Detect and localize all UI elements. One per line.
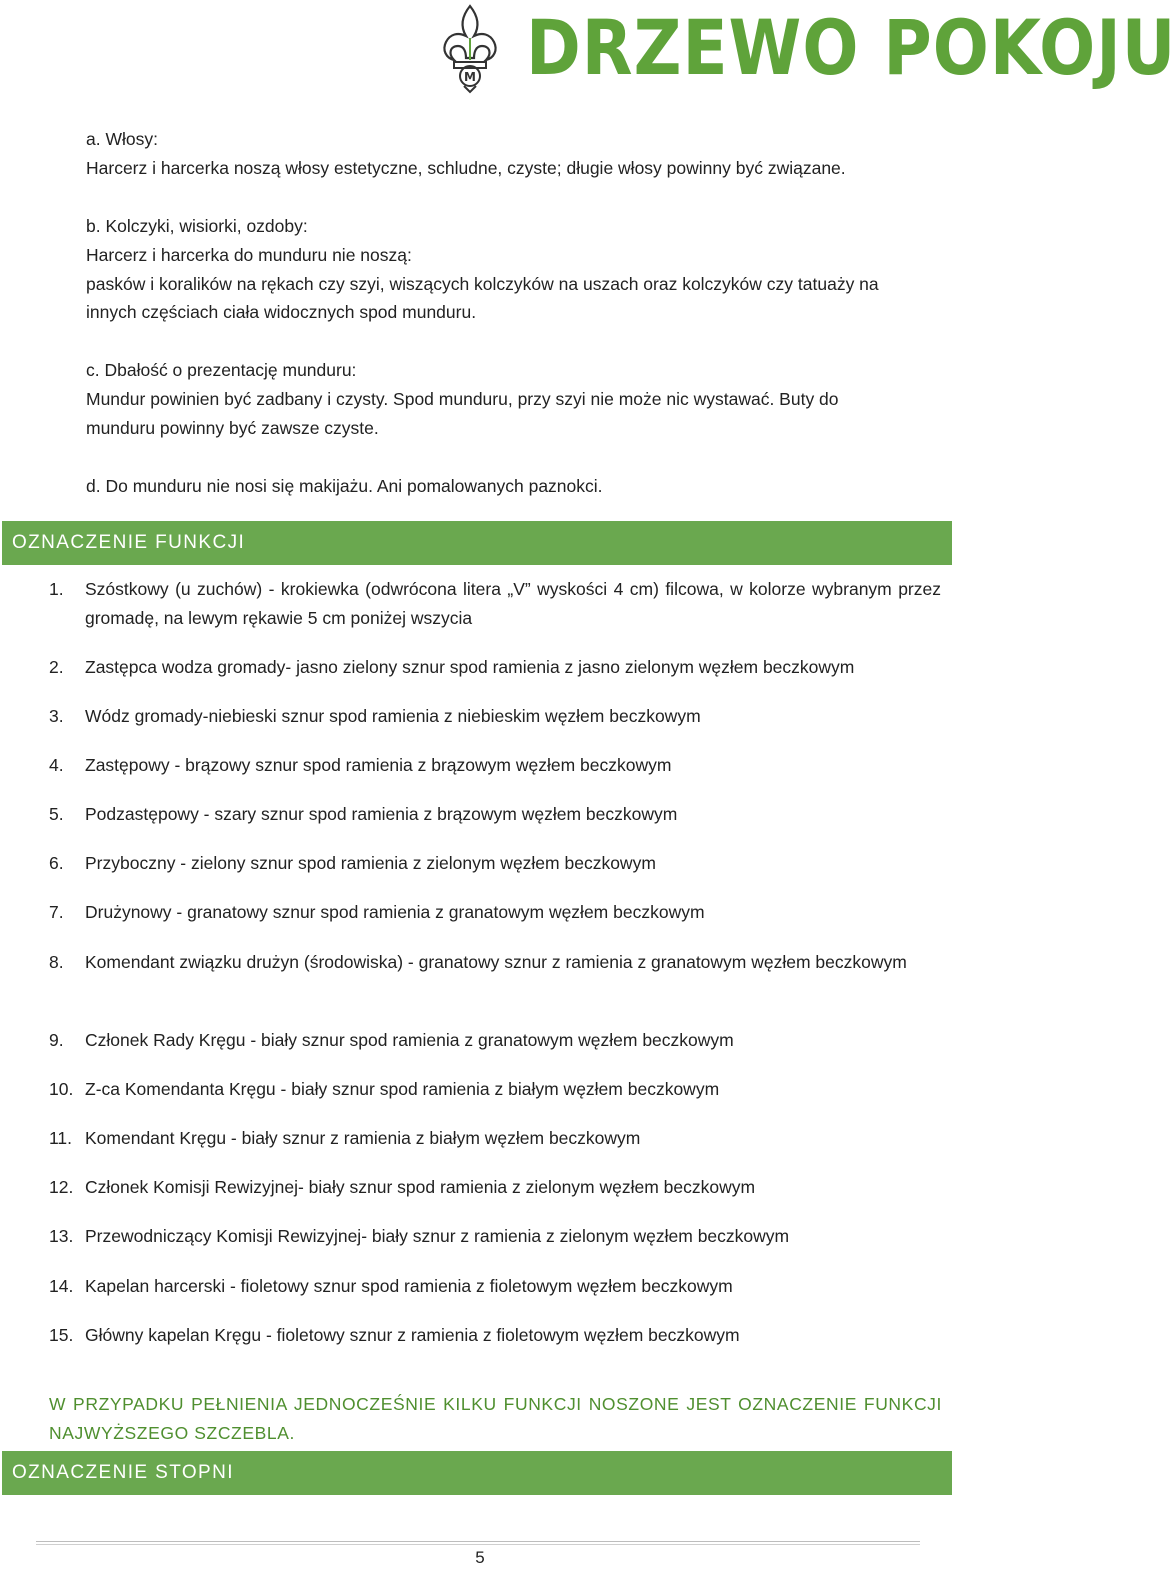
header-logo	[436, 2, 1176, 94]
section-a-body: Harcerz i harcerka noszą włosy estetyczne, schludne, czyste; długie włosy powinny być związane.	[86, 158, 846, 178]
list-item-text: Kapelan harcerski - fioletowy sznur spod ramienia z fioletowym węzłem beczkowym	[85, 1276, 733, 1296]
section-c-line2: munduru powinny być zawsze czyste.	[86, 418, 379, 438]
page-number: 5	[475, 1548, 485, 1567]
list-item-number: 11.	[49, 1128, 73, 1148]
list-item-number: 14.	[49, 1276, 74, 1296]
list-item-text: Członek Rady Kręgu - biały sznur spod ramienia z granatowym węzłem beczkowym	[85, 1030, 734, 1050]
list-item-number: 15.	[49, 1325, 74, 1345]
section-c-line1: Mundur powinien być zadbany i czysty. Spod munduru, przy szyi nie może nic wystawać. Buty do	[86, 389, 839, 409]
section-b-line1: Harcerz i harcerka do munduru nie noszą:	[86, 245, 412, 265]
list-item-number: 5.	[49, 804, 64, 824]
list-item-text: Główny kapelan Kręgu - fioletowy sznur z ramienia z fioletowym węzłem beczkowym	[85, 1325, 740, 1345]
list-item-text: Wódz gromady-niebieski sznur spod ramienia z niebieskim węzłem beczkowym	[85, 706, 701, 726]
list-item-text: Z-ca Komendanta Kręgu - biały sznur spod ramienia z białym węzłem beczkowym	[85, 1079, 720, 1099]
list-item-text: Członek Komisji Rewizyjnej- biały sznur spod ramienia z zielonym węzłem beczkowym	[85, 1177, 756, 1197]
section-b-line3: innych częściach ciała widocznych spod munduru.	[86, 302, 477, 322]
logo-wordmark: DRZEWO POKOJU	[526, 4, 1176, 93]
list-item-text: Komendant związku drużyn (środowiska) - granatowy sznur z ramienia z granatowym węzłem beczkowym	[85, 952, 907, 972]
list-item-number: 6.	[49, 853, 64, 873]
list-item-text: Przyboczny - zielony sznur spod ramienia z zielonym węzłem beczkowym	[85, 853, 656, 873]
list-item-text: Podzastępowy - szary sznur spod ramienia z brązowym węzłem beczkowym	[85, 804, 678, 824]
list-item-text: Komendant Kręgu - biały sznur z ramienia z białym węzłem beczkowym	[85, 1128, 641, 1148]
list-item-text: Zastępca wodza gromady- jasno zielony sznur spod ramienia z jasno zielonym węzłem beczkowym	[85, 657, 855, 677]
section-d-heading: d. Do munduru nie nosi się makijażu. Ani pomalowanych paznokci.	[86, 476, 603, 496]
section-band-functions: OZNACZENIE FUNKCJI	[2, 521, 952, 565]
footer-divider-secondary	[36, 1544, 920, 1545]
list-item-number: 10.	[49, 1079, 74, 1099]
list-item-number: 4.	[49, 755, 64, 775]
list-item-text: Przewodniczący Komisji Rewizyjnej- biały sznur z ramienia z zielonym węzłem beczkowym	[85, 1226, 790, 1246]
list-item-number: 9.	[49, 1030, 64, 1050]
fleur-de-lis-emblem-icon	[436, 2, 504, 94]
multi-function-note: W PRZYPADKU PEŁNIENIA JEDNOCZEŚNIE KILKU FUNKCJI NOSZONE JEST OZNACZENIE FUNKCJI NAJWYŻSZEGO SZCZEBLA.	[49, 1393, 942, 1443]
footer-divider	[36, 1541, 920, 1542]
list-item-number: 2.	[49, 657, 64, 677]
section-band-ranks: OZNACZENIE STOPNI	[2, 1451, 952, 1495]
list-item-text: Zastępowy - brązowy sznur spod ramienia z brązowym węzłem beczkowym	[85, 755, 672, 775]
svg-text:M: M	[464, 70, 476, 84]
list-item-number: 12.	[49, 1177, 74, 1197]
section-b-heading: b. Kolczyki, wisiorki, ozdoby:	[86, 216, 308, 236]
list-item-text: Drużynowy - granatowy sznur spod ramienia z granatowym węzłem beczkowym	[85, 902, 705, 922]
list-item-text: Szóstkowy (u zuchów) - krokiewka (odwrócona litera „V” wyskości 4 cm) filcowa, w kolorze wybranym przez gromadę, na lewym rękawie 5 cm poniżej wszycia	[85, 579, 941, 628]
list-item-number: 8.	[49, 952, 64, 972]
list-item-number: 13.	[49, 1226, 74, 1246]
section-b-line2: pasków i koralików na rękach czy szyi, wiszących kolczyków na uszach oraz kolczyków czy tatuaży na	[86, 274, 879, 294]
list-item-number: 1.	[49, 579, 64, 599]
section-c-heading: c. Dbałość o prezentację munduru:	[86, 360, 357, 380]
section-a-heading: a. Włosy:	[86, 129, 158, 149]
list-item-number: 3.	[49, 706, 64, 726]
list-item-number: 7.	[49, 902, 64, 922]
